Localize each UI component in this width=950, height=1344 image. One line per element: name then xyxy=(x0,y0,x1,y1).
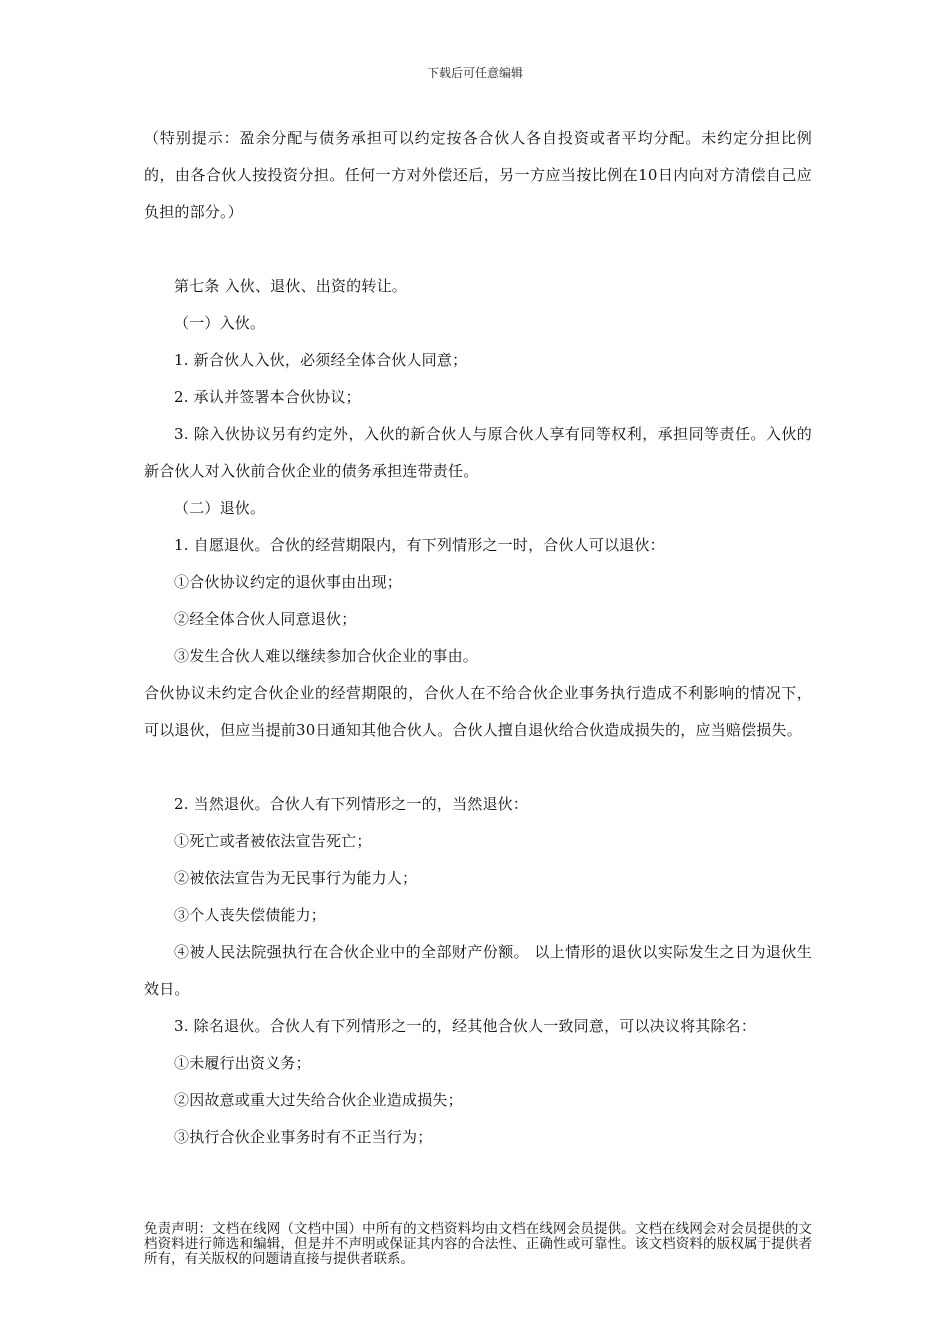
voluntary-item-b: ②经全体合伙人同意退伙； xyxy=(174,610,357,628)
automatic-item-a: ①死亡或者被依法宣告死亡； xyxy=(174,832,372,850)
automatic-withdrawal: 2. 当然退伙。合伙人有下列情形之一的，当然退伙： xyxy=(174,795,529,813)
withdraw-heading: （二）退伙。 xyxy=(174,499,266,517)
page-header: 下载后可任意编辑 xyxy=(426,66,523,80)
voluntary-item-c: ③发生合伙人难以继续参加合伙企业的事由。 xyxy=(174,647,479,665)
voluntary-note-paragraph: 合伙协议未约定合伙企业的经营期限的，合伙人在不给合伙企业事务执行造成不利影响的情况下，可以退伙，但应当提前30日通知其他合伙人。合伙人擅自退伙给合伙造成损失的，应当赔偿损失。 xyxy=(144,684,812,739)
spacer xyxy=(144,749,812,786)
automatic-item-c: ③个人丧失偿债能力； xyxy=(174,906,327,924)
expel-item-a: ①未履行出资义务； xyxy=(174,1054,311,1072)
automatic-item-d: ④被人民法院强执行在合伙企业中的全部财产份额。 以上情形的退伙以实际发生之日为退伙生效日。 xyxy=(144,943,812,998)
article-7-title: 第七条 入伙、退伙、出资的转让。 xyxy=(174,277,407,295)
expel-item-c: ③执行合伙企业事务时有不正当行为； xyxy=(174,1128,433,1146)
document-body xyxy=(144,120,812,1156)
expel-item-b: ②因故意或重大过失给合伙企业造成损失； xyxy=(174,1091,463,1109)
join-heading: （一）入伙。 xyxy=(174,314,266,332)
join-item-3: 3. 除入伙协议另有约定外，入伙的新合伙人与原合伙人享有同等权利，承担同等责任。入伙的新合伙人对入伙前合伙企业的债务承担连带责任。 xyxy=(144,425,812,480)
join-item-2: 2. 承认并签署本合伙协议； xyxy=(174,388,361,406)
automatic-item-b: ②被依法宣告为无民事行为能力人； xyxy=(174,869,418,887)
spacer xyxy=(144,231,812,268)
join-item-1: 1. 新合伙人入伙，必须经全体合伙人同意； xyxy=(174,351,468,369)
special-tip-paragraph: （特别提示：盈余分配与债务承担可以约定按各合伙人各自投资或者平均分配。未约定分担比例的，由各合伙人按投资分担。任何一方对外偿还后，另一方应当按比例在10日内向对方清偿自己应负担的部分。） xyxy=(144,129,812,221)
disclaimer-footer: 免责声明：文档在线网（文档中国）中所有的文档资料均由文档在线网会员提供。文档在线网会对会员提供的文档资料进行筛选和编辑，但是并不声明或保证其内容的合法性、正确性或可靠性。该文档资料的版权属于提供者所有，有关版权的问题请直接与提供者联系。 xyxy=(144,1221,812,1267)
expulsion-withdrawal: 3. 除名退伙。合伙人有下列情形之一的，经其他合伙人一致同意，可以决议将其除名： xyxy=(174,1017,757,1035)
voluntary-item-a: ①合伙协议约定的退伙事由出现； xyxy=(174,573,403,591)
voluntary-withdrawal: 1. 自愿退伙。合伙的经营期限内，有下列情形之一时，合伙人可以退伙： xyxy=(174,536,665,554)
